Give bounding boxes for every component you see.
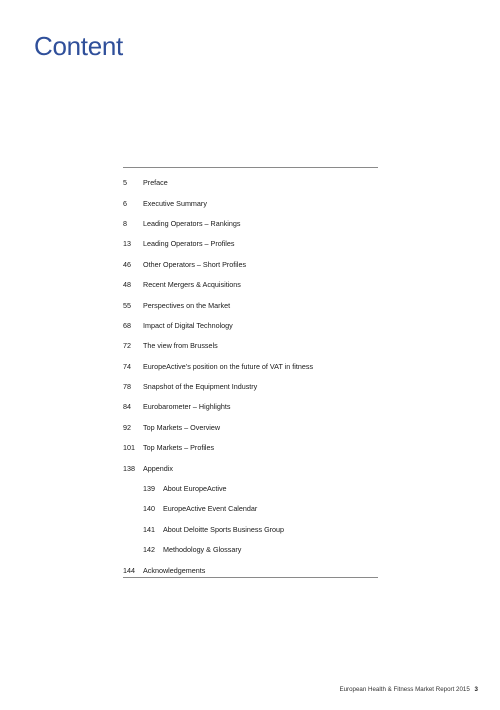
toc-page-number: 139 xyxy=(143,484,155,494)
toc-page-number: 84 xyxy=(123,402,131,412)
toc-entry-title: About EuropeActive xyxy=(163,484,227,494)
toc-page-number: 92 xyxy=(123,422,131,432)
toc-entry-title: Appendix xyxy=(143,463,173,473)
toc-subentry-about-deloitte[interactable] xyxy=(123,520,378,540)
toc-page-number: 55 xyxy=(123,300,131,310)
toc-top-divider xyxy=(123,167,378,168)
toc-entry-leading-operators-rankings[interactable] xyxy=(123,214,378,234)
toc-entry-view-from-brussels[interactable] xyxy=(123,336,378,356)
toc-entry-preface[interactable] xyxy=(123,173,378,193)
toc-entry-title: Snapshot of the Equipment Industry xyxy=(143,382,258,392)
toc-entry-title: Eurobarometer – Highlights xyxy=(143,402,231,412)
toc-entry-title: Other Operators – Short Profiles xyxy=(143,259,247,269)
toc-entry-top-markets-overview[interactable] xyxy=(123,418,378,438)
toc-entry-other-operators[interactable] xyxy=(123,255,378,275)
toc-entry-title: EuropeActive Event Calendar xyxy=(163,504,258,514)
toc-page-number: 142 xyxy=(143,545,155,555)
table-of-contents xyxy=(123,173,378,581)
toc-entry-title: Acknowledgements xyxy=(143,565,206,575)
toc-entry-eurobarometer[interactable] xyxy=(123,397,378,417)
toc-entry-title: Executive Summary xyxy=(143,198,207,208)
toc-entry-title: Recent Mergers & Acquisitions xyxy=(143,280,241,290)
toc-entry-mergers-acquisitions[interactable] xyxy=(123,275,378,295)
toc-page-number: 68 xyxy=(123,320,131,330)
toc-subentry-event-calendar[interactable] xyxy=(123,499,378,519)
toc-entry-title: Preface xyxy=(143,178,168,188)
toc-page-number: 140 xyxy=(143,504,155,514)
toc-page-number: 74 xyxy=(123,361,131,371)
toc-page-number: 144 xyxy=(123,565,135,575)
toc-page-number: 141 xyxy=(143,524,155,534)
toc-entry-title: Impact of Digital Technology xyxy=(143,320,233,330)
toc-subentry-methodology-glossary[interactable] xyxy=(123,540,378,560)
toc-subentry-about-europeactive[interactable] xyxy=(123,479,378,499)
toc-entry-title: Leading Operators – Profiles xyxy=(143,239,235,249)
toc-entry-leading-operators-profiles[interactable] xyxy=(123,234,378,254)
footer-page-number: 3 xyxy=(474,686,478,693)
toc-page-number: 5 xyxy=(123,178,127,188)
toc-page-number: 13 xyxy=(123,239,131,249)
toc-page-number: 46 xyxy=(123,259,131,269)
toc-page-number: 72 xyxy=(123,341,131,351)
toc-entry-digital-technology[interactable] xyxy=(123,316,378,336)
toc-entry-title: Top Markets – Profiles xyxy=(143,443,215,453)
toc-entry-top-markets-profiles[interactable] xyxy=(123,438,378,458)
toc-entry-title: EuropeActive’s position on the future of VAT in fitness xyxy=(143,361,314,371)
toc-entry-equipment-industry[interactable] xyxy=(123,377,378,397)
page-footer xyxy=(339,686,478,694)
toc-page-number: 6 xyxy=(123,198,127,208)
toc-entry-title: About Deloitte Sports Business Group xyxy=(163,524,285,534)
toc-page-number: 138 xyxy=(123,463,135,473)
toc-page-number: 8 xyxy=(123,218,127,228)
toc-entry-executive-summary[interactable] xyxy=(123,193,378,213)
toc-entry-perspectives[interactable] xyxy=(123,295,378,315)
toc-page-number: 101 xyxy=(123,443,135,453)
page-title: Content xyxy=(34,31,123,61)
toc-entry-vat-position[interactable] xyxy=(123,357,378,377)
toc-entry-title: Leading Operators – Rankings xyxy=(143,218,241,228)
toc-bottom-divider xyxy=(123,577,378,578)
toc-entry-title: The view from Brussels xyxy=(143,341,218,351)
toc-entry-title: Methodology & Glossary xyxy=(163,545,242,555)
toc-page-number: 78 xyxy=(123,382,131,392)
toc-entry-title: Perspectives on the Market xyxy=(143,300,231,310)
toc-entry-title: Top Markets – Overview xyxy=(143,422,221,432)
toc-entry-appendix[interactable] xyxy=(123,458,378,478)
toc-page-number: 48 xyxy=(123,280,131,290)
footer-report-title: European Health & Fitness Market Report 2015 xyxy=(339,686,470,693)
